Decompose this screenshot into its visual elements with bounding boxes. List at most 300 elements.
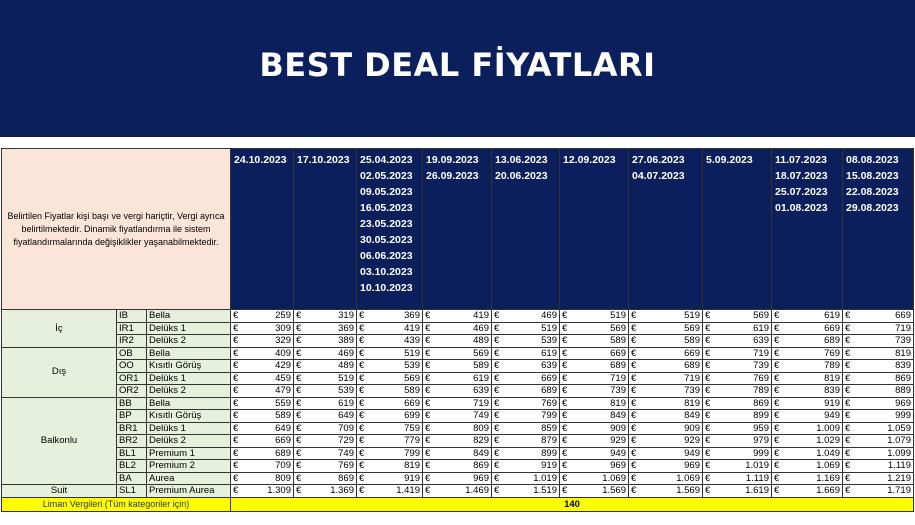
currency-symbol: € [562,360,568,371]
currency-symbol: € [233,422,239,434]
table-row [2,410,914,423]
price-value: 719 [473,397,489,409]
price-value: 929 [610,435,626,446]
price-value: 869 [473,460,489,471]
sailing-date: 24.10.2023 [234,154,287,166]
price-value: 689 [824,335,840,346]
price-value: 819 [824,372,840,384]
currency-symbol: € [296,422,302,434]
currency-symbol: € [494,435,500,446]
currency-symbol: € [562,485,568,496]
currency-symbol: € [233,360,239,371]
price-cell [629,472,703,485]
cabin-code: BR2 [117,435,147,448]
currency-symbol: € [562,472,568,484]
cabin-group-label: İç [2,310,117,348]
price-cell [629,435,703,448]
currency-symbol: € [774,347,780,359]
price-value: 819 [610,397,626,409]
currency-symbol: € [705,422,711,434]
date-column-header [492,149,560,310]
price-cell [843,347,914,360]
price-cell [231,335,294,348]
price-value: 909 [610,422,626,434]
price-cell [772,460,843,473]
currency-symbol: € [845,460,851,471]
price-value: 769 [824,347,840,359]
sailing-date: 03.10.2023 [360,266,413,278]
currency-symbol: € [359,472,365,484]
price-cell [357,322,423,335]
currency-symbol: € [296,485,302,496]
price-cell [423,385,492,398]
price-value: 869 [753,397,769,409]
price-cell [560,435,629,448]
price-cell [492,385,560,398]
currency-symbol: € [562,385,568,396]
price-value: 739 [610,385,626,396]
price-cell [629,410,703,423]
price-cell [629,397,703,410]
price-cell [843,447,914,460]
currency-symbol: € [359,322,365,334]
price-value: 809 [275,472,291,484]
price-value: 389 [338,335,354,346]
price-value: 719 [895,322,911,334]
sailing-date: 27.06.2023 [632,154,685,166]
cabin-code: IR2 [117,335,147,348]
currency-symbol: € [233,435,239,446]
currency-symbol: € [494,372,500,384]
currency-symbol: € [296,322,302,334]
currency-symbol: € [233,410,239,421]
price-value: 949 [824,410,840,421]
price-cell [772,385,843,398]
currency-symbol: € [562,435,568,446]
cabin-name: Delüks 2 [147,335,231,348]
price-value: 779 [404,435,420,446]
table-row [2,485,914,498]
price-cell [294,322,357,335]
price-cell [772,347,843,360]
currency-symbol: € [425,485,431,496]
price-value: 1.069 [602,472,626,484]
price-cell [772,397,843,410]
price-cell [703,397,772,410]
cabin-code: OO [117,360,147,373]
currency-symbol: € [233,460,239,471]
price-cell [772,335,843,348]
price-cell [423,472,492,485]
currency-symbol: € [845,410,851,421]
price-value: 709 [275,460,291,471]
price-value: 1.469 [465,485,489,496]
currency-symbol: € [631,472,637,484]
price-value: 669 [684,347,700,359]
price-value: 1.059 [887,422,911,434]
cabin-group-label: Suit [2,485,117,498]
sailing-date: 01.08.2023 [775,202,828,214]
price-value: 639 [753,335,769,346]
price-cell [423,397,492,410]
price-cell [772,310,843,323]
currency-symbol: € [845,447,851,459]
cabin-code: BL2 [117,460,147,473]
price-value: 439 [404,335,420,346]
sailing-date: 30.05.2023 [360,234,413,246]
price-cell [772,422,843,435]
price-value: 639 [541,360,557,371]
price-cell [703,372,772,385]
price-cell [492,447,560,460]
table-row [2,347,914,360]
price-cell [423,447,492,460]
price-value: 849 [610,410,626,421]
currency-symbol: € [296,335,302,346]
price-value: 859 [541,422,557,434]
price-value: 799 [404,447,420,459]
price-value: 1.419 [396,485,420,496]
currency-symbol: € [425,472,431,484]
price-value: 699 [404,410,420,421]
currency-symbol: € [425,385,431,396]
price-value: 819 [404,460,420,471]
sailing-date: 16.05.2023 [360,202,413,214]
currency-symbol: € [705,322,711,334]
currency-symbol: € [425,410,431,421]
price-value: 539 [541,335,557,346]
price-value: 999 [753,447,769,459]
sailing-date: 5.09.2023 [706,154,753,166]
price-value: 1.029 [816,435,840,446]
price-cell [629,347,703,360]
price-cell [560,360,629,373]
price-value: 839 [895,360,911,371]
price-value: 589 [404,385,420,396]
price-value: 559 [275,397,291,409]
price-cell [231,472,294,485]
currency-symbol: € [494,472,500,484]
cabin-group-label: Dış [2,347,117,397]
currency-symbol: € [425,335,431,346]
price-cell [703,322,772,335]
price-cell [357,372,423,385]
cabin-name: Delüks 1 [147,372,231,385]
price-value: 469 [541,310,557,321]
currency-symbol: € [631,335,637,346]
currency-symbol: € [359,347,365,359]
price-cell [357,385,423,398]
date-header-row [2,149,914,310]
price-cell [492,460,560,473]
price-cell [492,435,560,448]
currency-symbol: € [774,435,780,446]
cabin-name: Bella [147,310,231,323]
price-cell [629,385,703,398]
currency-symbol: € [425,422,431,434]
sailing-date: 19.09.2023 [426,154,479,166]
currency-symbol: € [631,322,637,334]
sailing-date: 02.05.2023 [360,170,413,182]
currency-symbol: € [359,335,365,346]
price-cell [492,335,560,348]
price-cell [772,472,843,485]
currency-symbol: € [774,410,780,421]
currency-symbol: € [774,422,780,434]
table-row [2,335,914,348]
price-cell [231,360,294,373]
sailing-date: 26.09.2023 [426,170,479,182]
currency-symbol: € [233,397,239,409]
price-cell [629,485,703,498]
currency-symbol: € [774,485,780,496]
price-cell [294,397,357,410]
price-value: 949 [610,447,626,459]
cabin-name: Delüks 2 [147,435,231,448]
price-value: 759 [404,422,420,434]
currency-symbol: € [705,397,711,409]
cabin-code: BR1 [117,422,147,435]
currency-symbol: € [425,347,431,359]
price-cell [492,347,560,360]
price-value: 919 [824,397,840,409]
cabin-code: IB [117,310,147,323]
price-value: 1.119 [745,472,769,484]
currency-symbol: € [296,310,302,321]
price-value: 569 [404,372,420,384]
table-row [2,472,914,485]
currency-symbol: € [296,410,302,421]
price-cell [357,347,423,360]
price-value: 419 [473,310,489,321]
currency-symbol: € [494,485,500,496]
cabin-name: Bella [147,347,231,360]
price-cell [492,397,560,410]
price-value: 469 [338,347,354,359]
currency-symbol: € [494,410,500,421]
cabin-name: Kısıtlı Görüş [147,360,231,373]
price-cell [492,472,560,485]
price-value: 879 [541,435,557,446]
price-cell [294,347,357,360]
price-value: 969 [473,472,489,484]
table-row [2,372,914,385]
price-value: 1.009 [816,422,840,434]
currency-symbol: € [631,435,637,446]
price-value: 689 [684,360,700,371]
price-cell [560,472,629,485]
price-cell [560,335,629,348]
price-value: 1.519 [533,485,557,496]
price-cell [560,310,629,323]
price-value: 1.169 [816,472,840,484]
price-cell [843,310,914,323]
currency-symbol: € [845,385,851,396]
price-value: 619 [753,322,769,334]
price-value: 369 [338,322,354,334]
price-cell [629,335,703,348]
sailing-date: 25.07.2023 [775,186,828,198]
price-cell [294,447,357,460]
price-value: 569 [473,347,489,359]
price-cell [843,472,914,485]
currency-symbol: € [359,310,365,321]
table-row [2,422,914,435]
currency-symbol: € [705,385,711,396]
price-cell [423,335,492,348]
currency-symbol: € [425,460,431,471]
currency-symbol: € [705,360,711,371]
price-value: 259 [275,310,291,321]
table-row [2,447,914,460]
price-cell [294,472,357,485]
price-cell [560,397,629,410]
currency-symbol: € [425,435,431,446]
page-title: BEST DEAL FİYATLARI [259,46,656,84]
price-value: 649 [338,410,354,421]
price-value: 969 [610,460,626,471]
currency-symbol: € [359,360,365,371]
price-value: 919 [404,472,420,484]
port-tax-label: Liman Vergileri (Tüm kategoriler için) [2,497,231,511]
sailing-date: 04.07.2023 [632,170,685,182]
currency-symbol: € [494,360,500,371]
price-cell [231,485,294,498]
price-cell [423,422,492,435]
price-cell [231,322,294,335]
sailing-date: 18.07.2023 [775,170,828,182]
currency-symbol: € [359,422,365,434]
price-cell [560,447,629,460]
price-cell [294,422,357,435]
currency-symbol: € [233,385,239,396]
currency-symbol: € [562,347,568,359]
price-cell [629,360,703,373]
currency-symbol: € [233,472,239,484]
price-cell [423,460,492,473]
price-cell [423,347,492,360]
price-cell [560,422,629,435]
currency-symbol: € [705,410,711,421]
price-cell [423,410,492,423]
price-cell [703,422,772,435]
price-value: 869 [895,372,911,384]
sailing-date: 29.08.2023 [846,202,899,214]
price-cell [357,410,423,423]
price-value: 1.619 [745,485,769,496]
price-value: 429 [275,360,291,371]
currency-symbol: € [845,322,851,334]
price-cell [560,322,629,335]
cabin-name: Bella [147,397,231,410]
price-value: 979 [753,435,769,446]
table-row [2,310,914,323]
price-cell [703,347,772,360]
price-cell [703,410,772,423]
date-column-header [294,149,357,310]
price-cell [560,372,629,385]
price-value: 649 [275,422,291,434]
price-value: 1.669 [816,485,840,496]
price-value: 1.369 [330,485,354,496]
price-cell [560,485,629,498]
currency-symbol: € [631,460,637,471]
price-cell [294,460,357,473]
price-cell [231,397,294,410]
currency-symbol: € [296,397,302,409]
currency-symbol: € [845,347,851,359]
currency-symbol: € [705,447,711,459]
currency-symbol: € [631,410,637,421]
price-cell [231,385,294,398]
price-cell [294,385,357,398]
price-value: 1.099 [887,447,911,459]
price-cell [703,360,772,373]
price-cell [703,385,772,398]
price-value: 899 [753,410,769,421]
price-cell [843,485,914,498]
price-value: 1.719 [887,485,911,496]
price-value: 919 [541,460,557,471]
price-value: 719 [684,372,700,384]
cabin-name: Premium Aurea [147,485,231,498]
price-value: 899 [541,447,557,459]
price-cell [772,322,843,335]
cabin-code: OR2 [117,385,147,398]
port-tax-row [2,497,914,511]
sailing-date: 25.04.2023 [360,154,413,166]
currency-symbol: € [705,435,711,446]
currency-symbol: € [296,372,302,384]
table-row [2,360,914,373]
price-cell [843,372,914,385]
cabin-name: Delüks 1 [147,422,231,435]
price-value: 749 [473,410,489,421]
currency-symbol: € [705,472,711,484]
cabin-code: BA [117,472,147,485]
sailing-date: 20.06.2023 [495,170,548,182]
price-value: 669 [541,372,557,384]
price-value: 669 [610,347,626,359]
currency-symbol: € [562,372,568,384]
price-value: 719 [610,372,626,384]
price-cell [560,385,629,398]
sailing-date: 09.05.2023 [360,186,413,198]
currency-symbol: € [845,472,851,484]
date-column-header [423,149,492,310]
price-cell [772,410,843,423]
currency-symbol: € [845,422,851,434]
currency-symbol: € [631,372,637,384]
price-value: 1.019 [533,472,557,484]
price-cell [357,460,423,473]
price-value: 619 [473,372,489,384]
currency-symbol: € [494,335,500,346]
currency-symbol: € [425,447,431,459]
price-cell [231,435,294,448]
price-cell [492,322,560,335]
currency-symbol: € [296,472,302,484]
currency-symbol: € [425,360,431,371]
price-value: 569 [684,322,700,334]
price-value: 889 [895,385,911,396]
price-cell [629,460,703,473]
sailing-date: 13.06.2023 [495,154,548,166]
price-value: 829 [473,435,489,446]
currency-symbol: € [233,372,239,384]
table-row [2,385,914,398]
date-column-header [629,149,703,310]
